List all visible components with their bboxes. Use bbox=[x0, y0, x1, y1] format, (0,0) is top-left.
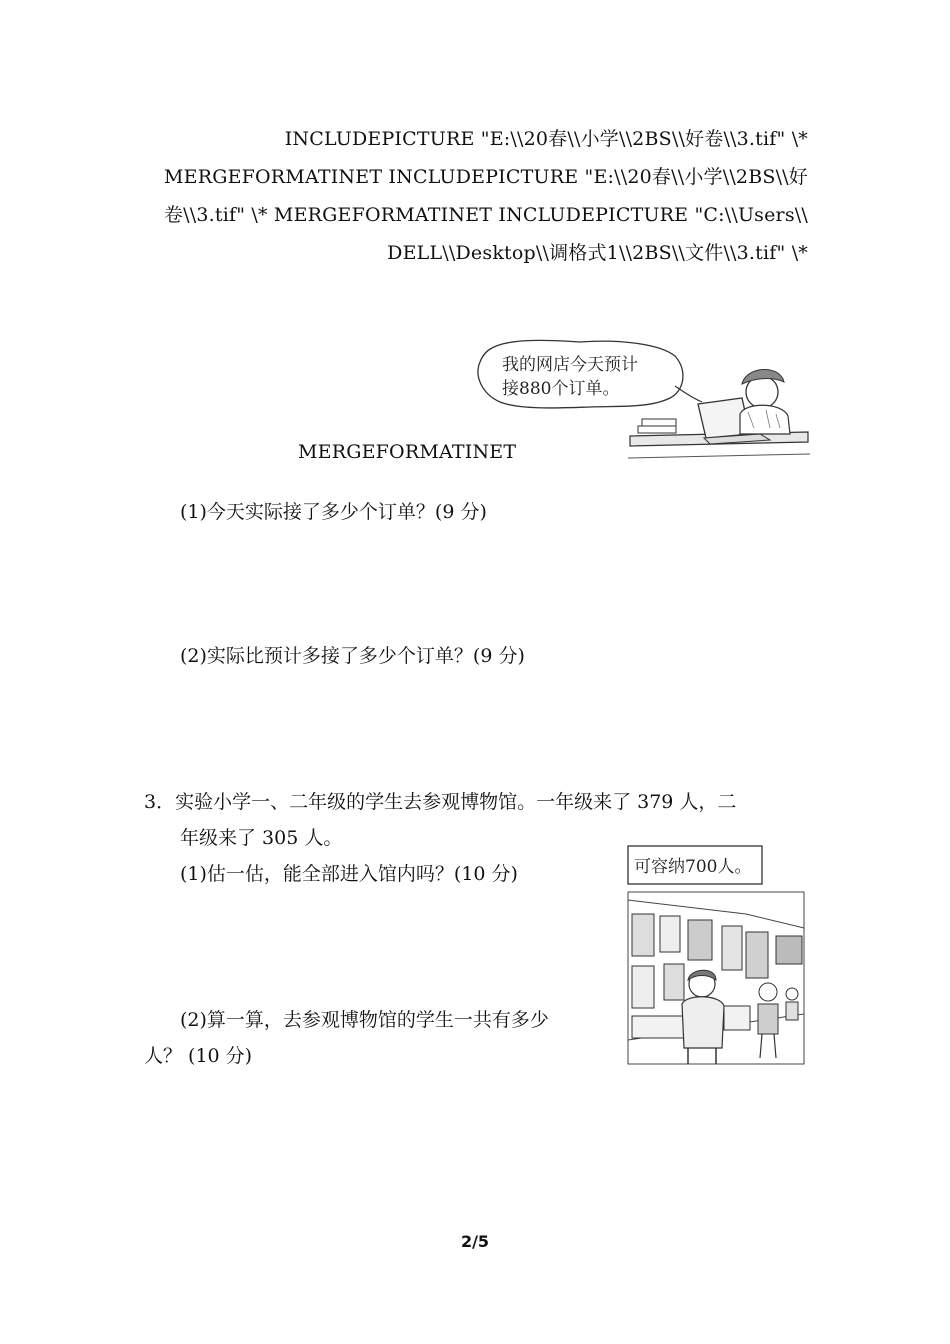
bubble-text-line-2: 接880个订单。 bbox=[502, 379, 620, 399]
page-number: 2/5 bbox=[460, 1232, 490, 1251]
boy-at-laptop-image bbox=[470, 336, 815, 466]
question-2-part-1: (1)今天实际接了多少个订单？(9 分) bbox=[180, 501, 487, 523]
museum-sign-text: 可容纳700人。 bbox=[634, 857, 752, 877]
museum-visitors-image bbox=[626, 844, 806, 1068]
bubble-text-line-1: 我的网店今天预计 bbox=[502, 355, 638, 375]
online-shop-illustration bbox=[470, 336, 815, 466]
question-3-part-2-line-1: (2)算一算，去参观博物馆的学生一共有多少 bbox=[180, 1009, 549, 1031]
question-3-part-1: (1)估一估，能全部进入馆内吗？(10 分) bbox=[180, 863, 518, 885]
question-3-stem-line-1: 3．实验小学一、二年级的学生去参观博物馆。一年级来了 379 人，二 bbox=[144, 791, 737, 813]
field-code-line-1: INCLUDEPICTURE "E:\\20春\\小学\\2BS\\好卷\\3.tif" \* bbox=[284, 128, 808, 150]
field-code-line-4: DELL\\Desktop\\调格式1\\2BS\\文件\\3.tif" \* bbox=[387, 242, 808, 264]
question-3-part-2-line-2: 人？ (10 分) bbox=[144, 1045, 253, 1067]
field-code-line-2: MERGEFORMATINET INCLUDEPICTURE "E:\\20春\\小学\\2BS\\好 bbox=[163, 166, 808, 188]
museum-illustration bbox=[626, 844, 806, 1068]
field-code-line-3: 卷\\3.tif" \* MERGEFORMATINET INCLUDEPICTURE "C:\\Users\\ bbox=[163, 204, 808, 226]
question-2-part-2: (2)实际比预计多接了多少个订单？(9 分) bbox=[180, 645, 525, 667]
field-code-line-5: MERGEFORMATINET bbox=[298, 441, 517, 463]
question-3-stem-line-2: 年级来了 305 人。 bbox=[180, 827, 343, 849]
